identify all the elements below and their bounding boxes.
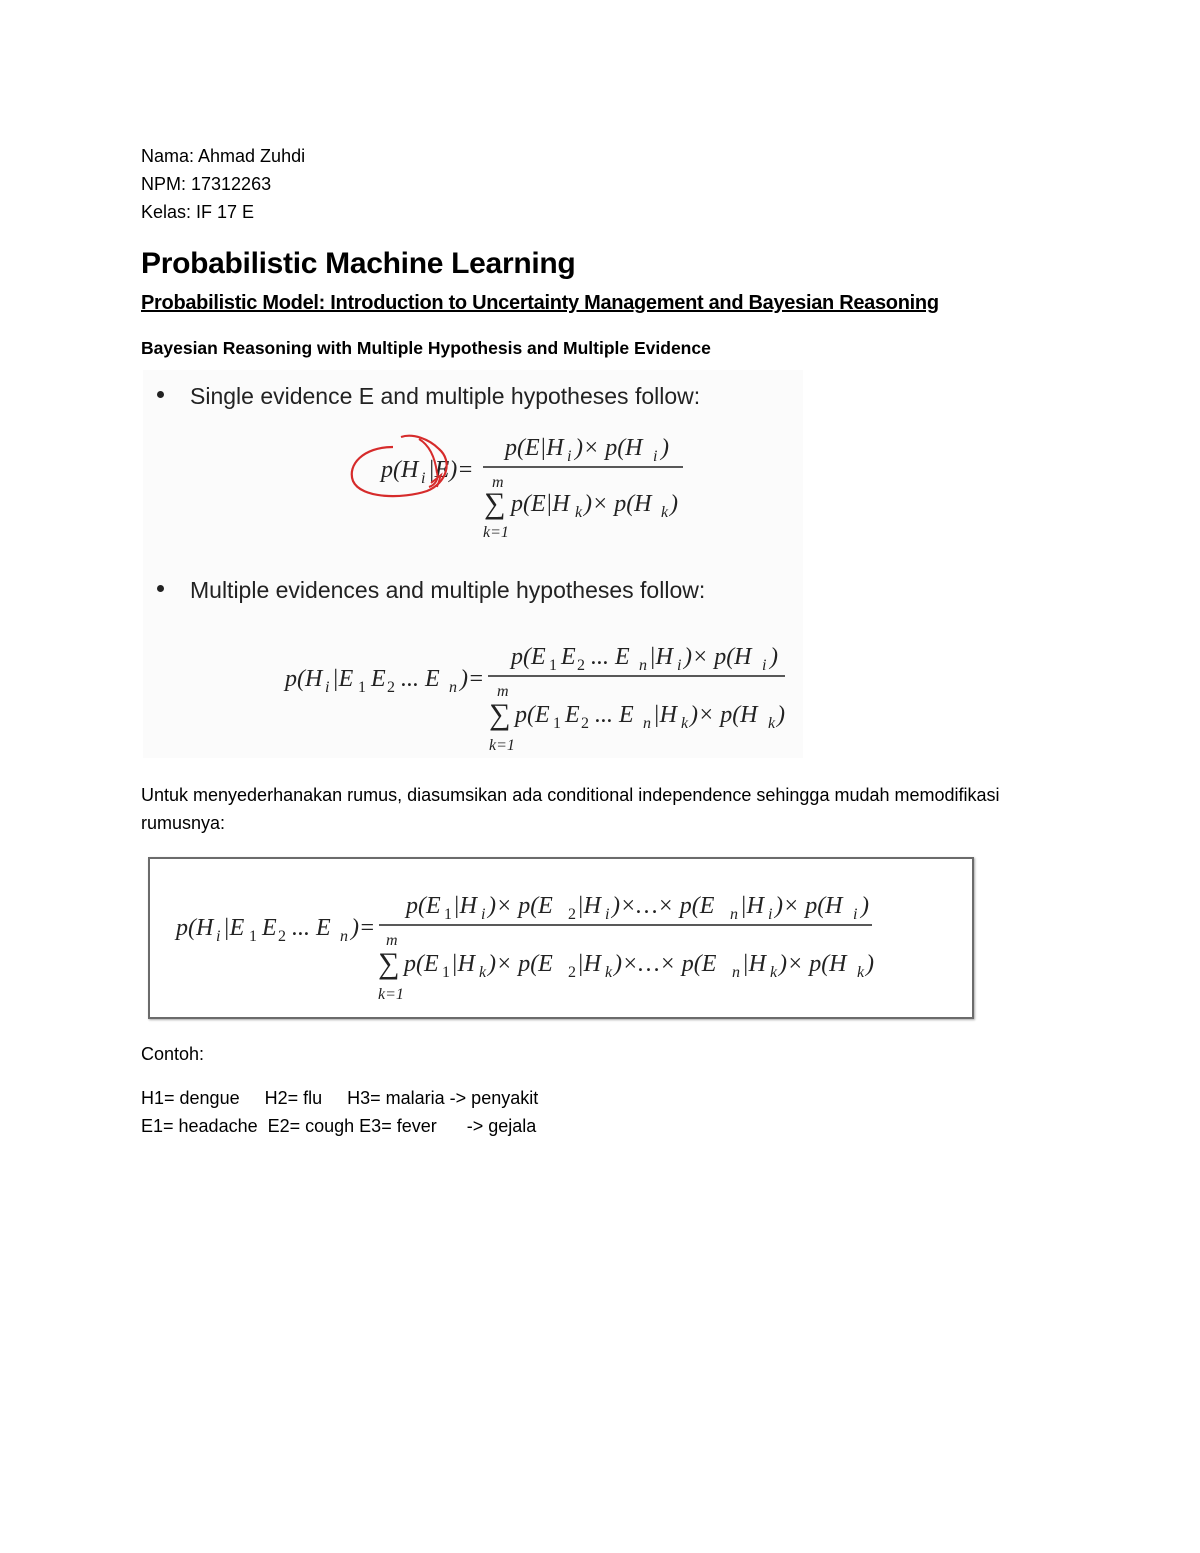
svg-text:): ) — [770, 644, 778, 670]
svg-text:2: 2 — [568, 964, 576, 981]
svg-text:k: k — [681, 715, 689, 732]
svg-text:): ) — [861, 893, 869, 919]
svg-text:)× p(H: )× p(H — [584, 491, 652, 517]
svg-text:|E: |E — [223, 915, 245, 941]
document-subtitle: Probabilistic Model: Introduction to Uncertainty Management and Bayesian Reasoning — [141, 292, 939, 314]
svg-text:|H: |H — [740, 893, 764, 919]
svg-text:... E: ... E — [591, 644, 630, 670]
student-class: Kelas: IF 17 E — [141, 202, 255, 222]
svg-text:|H: |H — [577, 951, 601, 977]
svg-text:): ) — [661, 435, 669, 461]
svg-text:... E: ... E — [292, 915, 331, 941]
svg-text:)× p(H: )× p(H — [779, 951, 847, 977]
svg-text:1: 1 — [249, 928, 257, 945]
svg-text:)=: )= — [351, 915, 376, 941]
svg-text:)× p(H: )× p(H — [775, 893, 843, 919]
sum-lower-limit: k=1 — [378, 986, 404, 1003]
svg-text:n: n — [449, 679, 457, 696]
svg-text:k: k — [857, 964, 865, 981]
svg-text:k: k — [770, 964, 778, 981]
example-evidences: E1= headache E2= cough E3= fever -> gejala — [141, 1116, 537, 1136]
document-title: Probabilistic Machine Learning — [141, 247, 576, 280]
svg-text:|H: |H — [577, 893, 601, 919]
paragraph-conditional-independence: Untuk menyederhanakan rumus, diasumsikan ada conditional independence sehingga mudah memodifikasi rumusnya: — [141, 785, 1000, 833]
svg-text:n: n — [639, 657, 647, 674]
svg-text:n: n — [730, 906, 738, 923]
svg-text:|H: |H — [453, 893, 477, 919]
svg-text:2: 2 — [568, 906, 576, 923]
svg-text:p(E|H: p(E|H — [511, 491, 570, 517]
bullet-text: Single evidence E and multiple hypotheses follow: — [190, 383, 701, 409]
svg-text:|H: |H — [649, 644, 673, 670]
formula-single-evidence — [343, 425, 703, 545]
svg-text:)=: )= — [460, 666, 485, 692]
svg-text:E: E — [371, 666, 386, 692]
svg-text:1: 1 — [444, 906, 452, 923]
slide-bullet-single-evidence — [157, 382, 700, 410]
svg-text:∑: ∑ — [489, 698, 511, 731]
svg-text:i: i — [853, 906, 858, 923]
sum-lower-limit: k=1 — [489, 737, 515, 754]
svg-text:n: n — [643, 715, 651, 732]
svg-text:n: n — [732, 964, 740, 981]
svg-text:p(H: p(H — [176, 915, 214, 941]
svg-text:∑: ∑ — [484, 487, 506, 520]
example-hypotheses: H1= dengue H2= flu H3= malaria -> penyakit — [141, 1088, 539, 1108]
svg-text:i: i — [762, 657, 767, 674]
svg-text:): ) — [777, 702, 785, 728]
svg-text:i: i — [605, 906, 610, 923]
svg-text:∑: ∑ — [378, 947, 400, 980]
sum-lower-limit: k=1 — [483, 524, 509, 541]
svg-text:p(H: p(H — [285, 666, 323, 692]
svg-text:i: i — [567, 448, 572, 465]
svg-text:p(H: p(H — [381, 457, 419, 483]
formula-conditional-independence — [174, 883, 874, 1003]
svg-text:)×…× p(E: )×…× p(E — [614, 951, 717, 977]
svg-text:... E: ... E — [401, 666, 440, 692]
svg-text:2: 2 — [387, 679, 395, 696]
svg-text:k: k — [575, 504, 583, 521]
svg-text:E: E — [565, 702, 580, 728]
svg-text:i: i — [677, 657, 682, 674]
section-heading: Bayesian Reasoning with Multiple Hypothesis and Multiple Evidence — [141, 338, 711, 358]
svg-text:): ) — [866, 951, 874, 977]
bullet-dot-icon — [157, 585, 164, 592]
bullet-text: Multiple evidences and multiple hypotheses follow: — [190, 577, 706, 603]
svg-text:k: k — [661, 504, 669, 521]
svg-text:2: 2 — [577, 657, 585, 674]
svg-text:... E: ... E — [595, 702, 634, 728]
svg-text:n: n — [340, 928, 348, 945]
svg-text:|H: |H — [451, 951, 475, 977]
svg-text:i: i — [216, 928, 221, 945]
svg-text:1: 1 — [553, 715, 561, 732]
sum-upper-limit: m — [386, 932, 398, 949]
svg-text:|E: |E — [332, 666, 354, 692]
svg-text:|H: |H — [742, 951, 766, 977]
svg-text:1: 1 — [549, 657, 557, 674]
boxed-formula — [148, 857, 974, 1019]
svg-text:k: k — [479, 964, 487, 981]
formula-multiple-evidence — [283, 632, 803, 756]
svg-text:k: k — [768, 715, 776, 732]
example-label: Contoh: — [141, 1044, 205, 1064]
sum-upper-limit: m — [497, 683, 509, 700]
bullet-dot-icon — [157, 391, 164, 398]
svg-text:): ) — [670, 491, 678, 517]
svg-text:i: i — [481, 906, 486, 923]
sum-upper-limit: m — [492, 474, 504, 491]
svg-text:p(E|H: p(E|H — [505, 435, 564, 461]
slide-bullet-multiple-evidence — [157, 576, 705, 604]
svg-text:2: 2 — [581, 715, 589, 732]
svg-text:|E)=: |E)= — [428, 457, 474, 483]
svg-text:2: 2 — [278, 928, 286, 945]
svg-text:p(E: p(E — [404, 951, 439, 977]
svg-text:i: i — [768, 906, 773, 923]
svg-text:p(E: p(E — [406, 893, 441, 919]
svg-text:i: i — [325, 679, 330, 696]
student-npm: NPM: 17312263 — [141, 174, 272, 194]
svg-text:|H: |H — [653, 702, 677, 728]
svg-text:)× p(H: )× p(H — [575, 435, 643, 461]
svg-text:i: i — [653, 448, 658, 465]
svg-text:p(E: p(E — [511, 644, 546, 670]
student-name: Nama: Ahmad Zuhdi — [141, 146, 306, 166]
svg-text:)× p(E: )× p(E — [488, 951, 553, 977]
svg-text:1: 1 — [442, 964, 450, 981]
svg-text:E: E — [262, 915, 277, 941]
svg-text:p(E: p(E — [515, 702, 550, 728]
slide-image — [143, 370, 803, 758]
svg-text:)× p(E: )× p(E — [488, 893, 553, 919]
svg-text:)× p(H: )× p(H — [690, 702, 758, 728]
svg-text:1: 1 — [358, 679, 366, 696]
svg-text:)×…× p(E: )×…× p(E — [612, 893, 715, 919]
svg-text:k: k — [605, 964, 613, 981]
svg-text:i: i — [421, 470, 426, 487]
svg-text:E: E — [561, 644, 576, 670]
svg-text:)× p(H: )× p(H — [684, 644, 752, 670]
